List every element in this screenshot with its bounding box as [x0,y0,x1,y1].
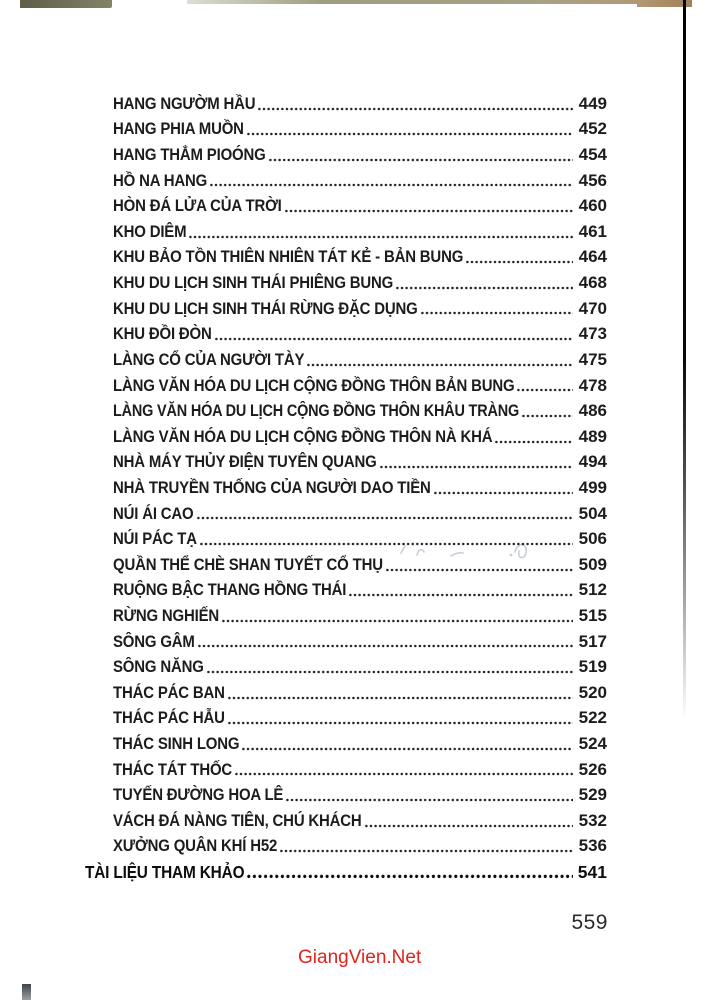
toc-entry-title: KHU DU LỊCH SINH THÁI RỪNG ĐẶC DỤNG [113,298,418,318]
toc-entry-page-number: 520 [578,682,607,702]
toc-entry-title: THÁC TÁT THỐC [113,759,233,779]
dot-leader [386,568,573,572]
toc-entry [113,91,607,117]
toc-entry-page-number: 515 [578,605,607,625]
toc-entry [113,398,607,424]
dot-leader [210,183,573,187]
toc-entry [113,731,607,757]
toc-entry-page-number: 454 [578,145,607,165]
toc-entry [113,475,607,501]
toc-entry [113,782,607,808]
toc-entry-page-number: 524 [578,734,607,754]
toc-entry-title: LÀNG CỔ CỦA NGƯỜI TÀY [113,349,305,369]
toc-entry-title: RUỘNG BẬC THANG HỒNG THÁI [113,580,347,600]
toc-entry-page-number: 486 [578,401,607,421]
dot-leader [307,363,573,367]
toc-entry-title: THÁC SINH LONG [113,734,240,754]
table-of-contents [85,91,607,885]
dot-leader [247,132,573,136]
toc-entry-title: SÔNG NĂNG [113,657,204,677]
toc-entry-page-number: 512 [578,580,607,600]
toc-entry-title: THÁC PÁC BAN [113,682,225,702]
toc-reference-entry [85,859,607,885]
toc-entry-page-number: 522 [578,708,607,728]
toc-entry-page-number: 504 [578,503,607,523]
toc-entry-title: NHÀ MÁY THỦY ĐIỆN TUYÊN QUANG [113,452,377,472]
scan-artifact-bottom-left-mark [22,984,31,1000]
dot-leader [189,235,573,239]
toc-entry-title: LÀNG VĂN HÓA DU LỊCH CỘNG ĐỒNG THÔN NÀ KHÁ [113,426,493,446]
toc-entry-page-number: 517 [578,631,607,651]
toc-entry-title: HANG NGƯỜM HẦU [113,93,256,113]
toc-entry [113,680,607,706]
dot-leader [269,158,573,162]
toc-entry-page-number: 494 [578,452,607,472]
dot-leader [517,388,573,392]
toc-entry [113,270,607,296]
toc-entry-title: LÀNG VĂN HÓA DU LỊCH CỘNG ĐỒNG THÔN BẢN BUNG [113,375,515,395]
toc-entry [113,245,607,271]
dot-leader [258,107,573,111]
dot-leader [280,849,573,853]
toc-entry-page-number: 464 [578,247,607,267]
toc-entry-page-number: 452 [578,119,607,139]
dot-leader [380,465,573,469]
dot-leader [286,798,573,802]
dot-leader [198,644,573,648]
toc-entry-page-number: 478 [578,375,607,395]
toc-entry-page-number: 460 [578,196,607,216]
scan-artifact-top-strip [187,0,637,4]
toc-entry-title: HANG THẲM PIOÓNG [113,145,266,165]
dot-leader [495,440,573,444]
toc-entry-page-number: 519 [578,657,607,677]
dot-leader [434,491,573,495]
toc-entry [113,117,607,143]
dot-leader [235,772,573,776]
toc-entry-page-number: 468 [578,273,607,293]
dot-leader [466,260,573,264]
toc-entry-page-number: 489 [578,426,607,446]
toc-entry-page-number: 536 [578,836,607,856]
toc-entry [113,450,607,476]
dot-leader [247,874,573,879]
toc-entry-page-number: 526 [578,759,607,779]
toc-entry-title: KHU ĐỒI ĐÒN [113,324,212,344]
toc-entry [113,347,607,373]
toc-entry-title: NHÀ TRUYỀN THỐNG CỦA NGƯỜI DAO TIỀN [113,477,431,497]
toc-entry-title: KHO DIÊM [113,221,187,241]
toc-entry-title: XƯỞNG QUÂN KHÍ H52 [113,836,278,856]
scan-artifact-right-edge-line [683,0,686,720]
toc-entry-title: TUYẾN ĐƯỜNG HOA LÊ [113,785,284,805]
toc-entry-title: HÒN ĐÁ LỬA CỦA TRỜI [113,196,282,216]
toc-entry [113,193,607,219]
dot-leader [365,824,573,828]
toc-entry [113,834,607,860]
toc-entry-page-number: 529 [578,785,607,805]
dot-leader [222,619,573,623]
toc-entry [113,808,607,834]
toc-entry-page-number: 473 [578,324,607,344]
toc-entry [113,629,607,655]
toc-entry-page-number: 456 [578,170,607,190]
toc-entry-title: NÚI ÁI CAO [113,503,194,523]
dot-leader [215,337,573,341]
toc-entry [113,296,607,322]
toc-entry-title: KHU DU LỊCH SINH THÁI PHIÊNG BUNG [113,273,394,293]
toc-entry [113,603,607,629]
dot-leader [197,516,573,520]
toc-entry [113,578,607,604]
dot-leader [522,414,573,418]
toc-entry [113,757,607,783]
page-folio-number: 559 [571,911,608,934]
dot-leader [421,311,573,315]
toc-entry-page-number: 509 [578,554,607,574]
dot-leader [242,747,573,751]
toc-entry [113,373,607,399]
dot-leader [207,670,573,674]
watermark-link[interactable]: GiangVien.Net [298,947,422,968]
toc-entry-page-number: 532 [578,810,607,830]
toc-entry-title: HỒ NA HANG [113,170,208,190]
toc-entry-title: RỪNG NGHIẾN [113,605,220,625]
toc-entry-title: THÁC PÁC HẪU [113,708,225,728]
toc-entry [113,424,607,450]
toc-entry [113,501,607,527]
toc-entry-title: QUẦN THỂ CHÈ SHAN TUYẾT CỔ THỤ [113,554,383,574]
dot-leader [228,696,573,700]
dot-leader [349,593,573,597]
toc-entry-page-number: 470 [578,298,607,318]
toc-entry [113,321,607,347]
toc-entry-title: HANG PHIA MUỒN [113,119,244,139]
dot-leader [228,721,573,725]
toc-entry-title: SÔNG GÂM [113,631,195,651]
toc-entry-page-number: 499 [578,477,607,497]
scan-artifact-top-left-strip [20,0,112,8]
toc-entry-title: VÁCH ĐÁ NÀNG TIÊN, CHÚ KHÁCH [113,810,362,830]
toc-entry-page-number: 449 [578,93,607,113]
toc-entry-title: NÚI PÁC TẠ [113,529,197,549]
toc-entry [113,654,607,680]
toc-entry [113,526,607,552]
toc-entry [113,168,607,194]
toc-entry-page-number: 506 [578,529,607,549]
toc-entry-page-number: 461 [578,221,607,241]
dot-leader [200,542,573,546]
dot-leader [285,209,573,213]
toc-entry [113,552,607,578]
toc-entry-title: KHU BẢO TỒN THIÊN NHIÊN TÁT KẺ - BẢN BUNG [113,247,464,267]
toc-entry-page-number: 541 [577,861,607,882]
toc-entry-title: TÀI LIỆU THAM KHẢO [85,861,245,882]
toc-entry [113,706,607,732]
toc-entry [113,142,607,168]
dot-leader [396,286,573,290]
toc-entry [113,219,607,245]
toc-entry-page-number: 475 [578,349,607,369]
toc-entry-title: LÀNG VĂN HÓA DU LỊCH CỘNG ĐỒNG THÔN KHÂU TRÀNG [113,401,519,421]
